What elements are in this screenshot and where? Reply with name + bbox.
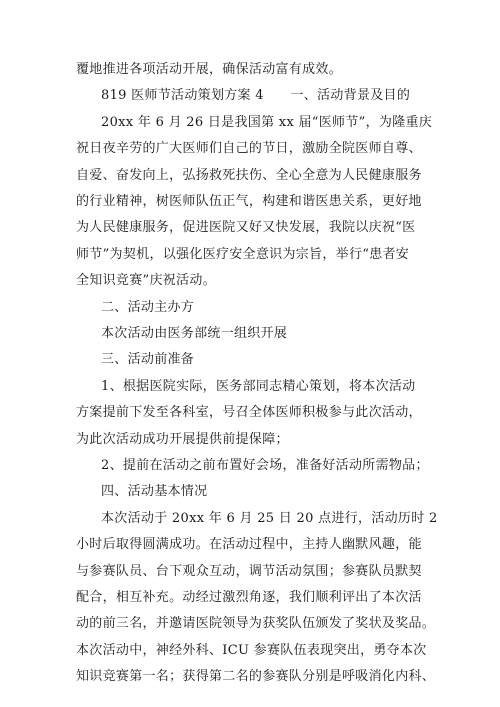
text-line: 的行业精神，树医师队伍正气，构建和谐医患关系，更好地 xyxy=(76,194,422,209)
text-line: 本次活动中，神经外科、ICU 参赛队伍表现突出，勇夺本次 xyxy=(76,642,427,658)
text-line: 小时后取得圆满成功。在活动过程中，主持人幽默风趣，能 xyxy=(76,537,422,553)
text-line: 配合，相互补充。动经过激烈角逐，我们顺利评出了本次活 xyxy=(76,590,422,605)
text-line: 2、提前在活动之前布置好会场，准备好活动所需物品； xyxy=(101,458,429,473)
text-line: 本次活动于 20xx 年 6 月 25 日 20 点进行，活动历时 2 xyxy=(101,510,438,526)
text-line: 20xx 年 6 月 26 日是我国第 xx 届“医师节”，为隆重庆 xyxy=(101,114,433,130)
text-line: 祝日夜辛劳的广大医师们自己的节日，激励全院医师自尊、 xyxy=(76,141,422,157)
text-line: 师节”为契机，以强化医疗安全意识为宗旨，举行“患者安 xyxy=(76,246,410,262)
text-line: 本次活动由医务部统一组织开展 xyxy=(101,326,288,341)
text-line: 方案提前下发至各科室，号召全体医师积极参与此次活动， xyxy=(76,405,422,421)
text-line: 为人民健康服务，促进医院又好又快发展，我院以庆祝“医 xyxy=(76,220,416,236)
section-heading: 四、活动基本情况 xyxy=(101,484,208,500)
section-heading: 819 医师节活动策划方案 4 一、活动背景及目的 xyxy=(101,88,411,104)
section-heading: 二、活动主办方 xyxy=(101,299,195,315)
text-line: 动的前三名，并邀请医院领导为获奖队伍颁发了奖状及奖品。 xyxy=(76,616,436,632)
text-line: 知识竞赛第一名；获得第二名的参赛队分别是呼吸消化内科、 xyxy=(76,669,436,685)
text-line: 自爱、奋发向上，弘扬救死扶伤、全心全意为人民健康服务 xyxy=(76,167,422,183)
text-line: 全知识竞赛”庆祝活动。 xyxy=(76,273,216,289)
text-line: 1、根据医院实际，医务部同志精心策划，将本次活动 xyxy=(101,378,416,394)
text-line: 为此次活动成功开展提供前提保障； xyxy=(76,431,289,447)
section-heading: 三、活动前准备 xyxy=(101,352,195,368)
text-line: 覆地推进各项活动开展，确保活动富有成效。 xyxy=(76,62,343,77)
text-line: 与参赛队员、台下观众互动，调节活动氛围；参赛队员默契 xyxy=(76,563,422,579)
